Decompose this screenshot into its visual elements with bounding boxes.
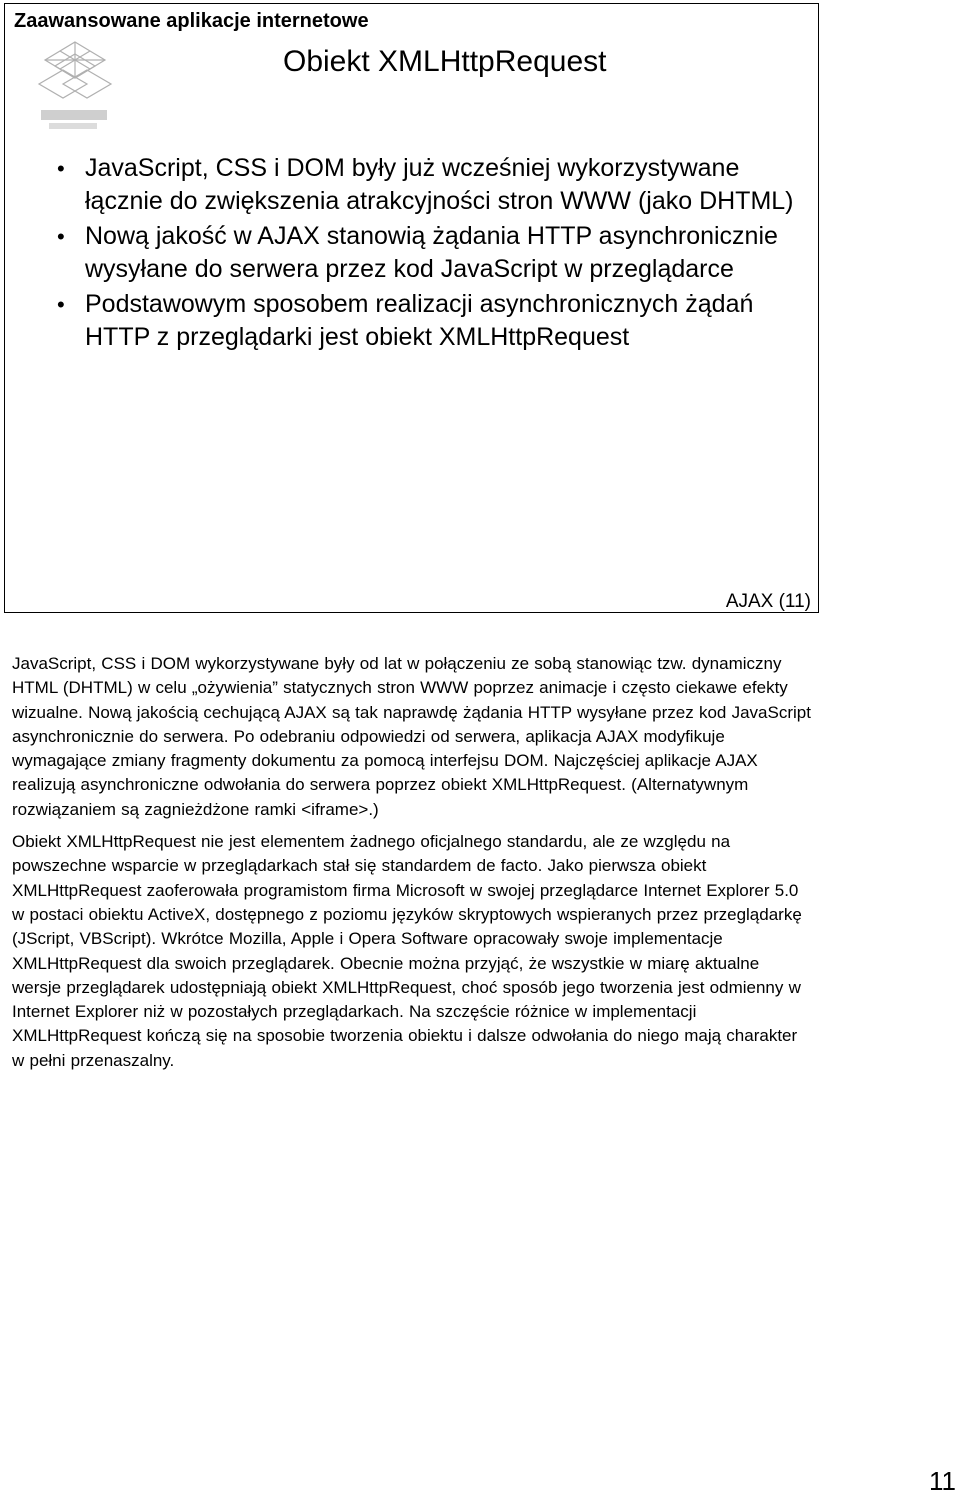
bullet-text: Nową jakość w AJAX stanowią żądania HTTP asynchronicznie wysyłane do serwera przez kod JavaScript w przeglądarce [85, 222, 778, 283]
bullet-marker: • [57, 156, 65, 181]
notes-paragraph: JavaScript, CSS i DOM wykorzystywane były od lat w połączeniu ze sobą stanowiąc tzw. dynamiczny HTML (DHTML) w celu „ożywienia” statycznych stron WWW poprzez animacje i często ciekawe efekty wizualne. Nową jakością cechującą AJAX są tak naprawdę żądania HTTP wysyłane przez kod JavaScript asynchronicznie do serwera. Po odebraniu odpowiedzi od serwera, aplikacja AJAX modyfikuje wymagające zmiany fragmenty dokumentu za pomocą interfejsu DOM. Najczęściej aplikacje AJAX realizują asynchroniczne odwołania do serwera poprzez obiekt XMLHttpRequest. (Alternatywnym rozwiązaniem są zagnieżdżone ramki <iframe>.) [12, 654, 811, 819]
course-title: Zaawansowane aplikacje internetowe [14, 10, 369, 32]
bullet-text: Podstawowym sposobem realizacji asynchronicznych żądań HTTP z przeglądarki jest obiekt XMLHttpRequest [85, 290, 754, 351]
bullet-text: JavaScript, CSS i DOM były już wcześniej wykorzystywane łącznie do zwiększenia atrakcyjności stron WWW (jako DHTML) [85, 154, 794, 215]
bullet-item [57, 152, 797, 218]
bullet-item [57, 220, 797, 286]
slide-title: Obiekt XMLHttpRequest [283, 45, 607, 78]
bullet-item [57, 288, 797, 354]
page-number: 11 [929, 1466, 956, 1496]
bullet-marker: • [57, 292, 65, 317]
bullet-marker: • [57, 224, 65, 249]
slide-number: AJAX (11) [725, 591, 811, 612]
lecture-notes [12, 652, 812, 1081]
notes-paragraph: Obiekt XMLHttpRequest nie jest elementem żadnego oficjalnego standardu, ale ze względu na powszechne wsparcie w przeglądarkach stał się standardem de facto. Jako pierwsza obiekt XMLHttpRequest zaoferowała programistom firma Microsoft w swojej przeglądarce Internet Explorer 5.0 w postaci obiektu ActiveX, dostępnego z poziomu języków skryptowych wspieranych przez przeglądarkę (JScript, VBScript). Wkrótce Mozilla, Apple i Opera Software opracowały swoje implementacje XMLHttpRequest dla swoich przeglądarek. Obecnie można przyjąć, że wszystkie w miarę aktualne wersje przeglądarek udostępniają obiekt XMLHttpRequest, choć sposób jego tworzenia jest odmienny w Internet Explorer niż w pozostałych przeglądarkach. Na szczęście różnice w implementacji XMLHttpRequest kończą się na sposobie tworzenia obiektu i dalsze odwołania do niego mają charakter w pełni przenaszalny. [12, 832, 802, 1070]
university-logo [35, 34, 115, 134]
slide-frame [4, 3, 819, 613]
bullet-list [57, 152, 797, 356]
